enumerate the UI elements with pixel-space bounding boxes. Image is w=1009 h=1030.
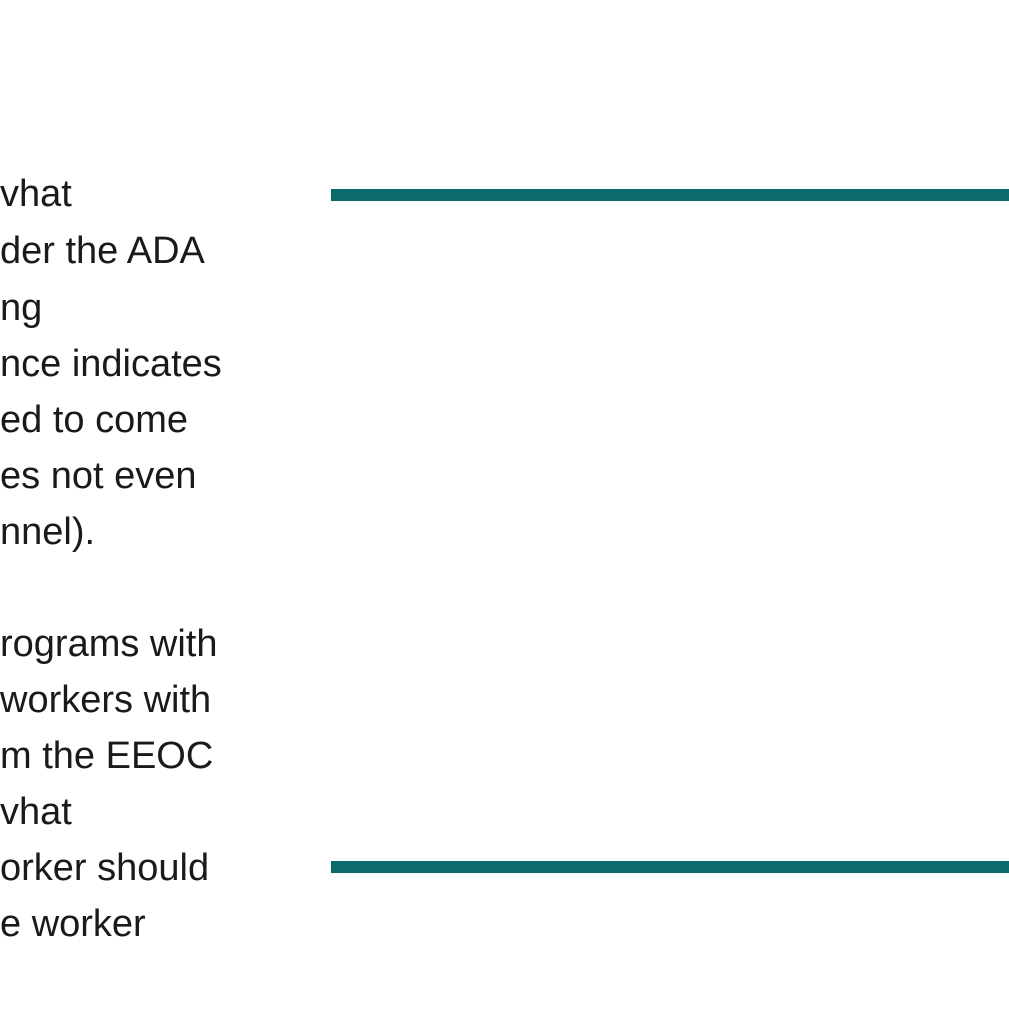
left-text-line: ed to come <box>0 399 188 441</box>
left-text-line: vhat <box>0 173 72 215</box>
left-text-line: m the EEOC <box>0 735 214 777</box>
left-text-line: der the ADA <box>0 230 205 272</box>
left-text-column <box>0 0 300 1030</box>
left-text-line: ng <box>0 287 43 329</box>
left-text-line: es not even <box>0 455 197 497</box>
quote-bottom-rule <box>331 861 1009 873</box>
left-text-line: rograms with <box>0 623 218 665</box>
left-text-line: nnel). <box>0 511 96 553</box>
left-text-line: vhat <box>0 791 72 833</box>
left-text-line: workers with <box>0 679 212 721</box>
left-text-line: e worker <box>0 903 146 945</box>
left-text-line: nce indicates <box>0 343 222 385</box>
left-text-line: orker should <box>0 847 210 889</box>
quote-top-rule <box>331 189 1009 201</box>
